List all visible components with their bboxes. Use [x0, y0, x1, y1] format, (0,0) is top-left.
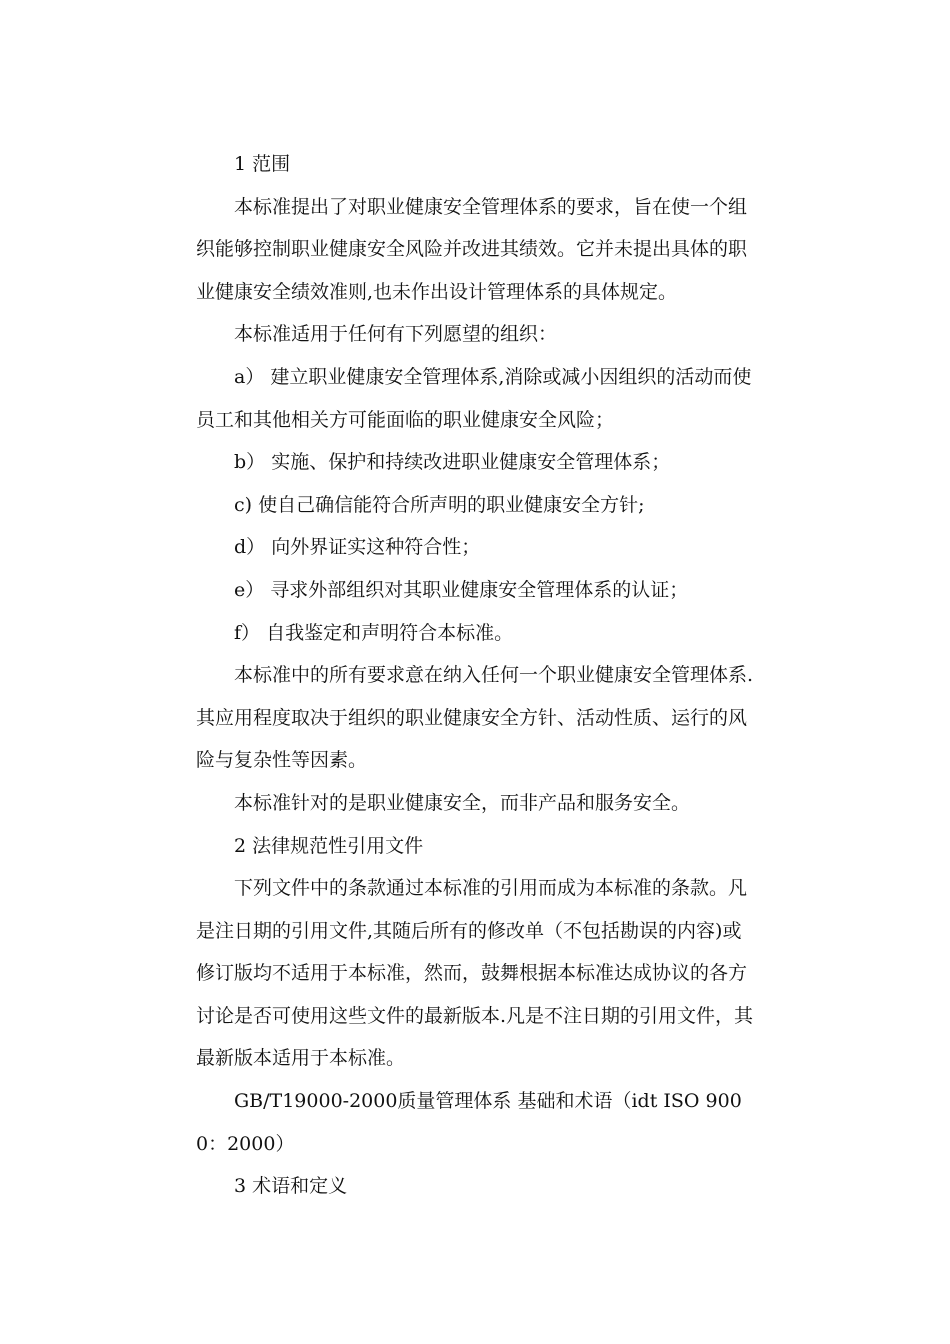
list-item-b: b） 实施、保护和持续改进职业健康安全管理体系；: [234, 451, 671, 474]
list-item-a: a） 建立职业健康安全管理体系,消除或减小因组织的活动而使员工和其他相关方可能面临的职业健康安全风险；: [196, 365, 752, 431]
paragraph-applicability: 本标准适用于任何有下列愿望的组织：: [234, 323, 558, 346]
list-item-e: e） 寻求外部组织对其职业健康安全管理体系的认证；: [234, 578, 689, 601]
section-heading-terms: 3 术语和定义: [234, 1175, 348, 1198]
list-item-f: f） 自我鉴定和声明符合本标准。: [234, 621, 514, 644]
paragraph-safety-focus: 本标准针对的是职业健康安全，而非产品和服务安全。: [234, 791, 691, 814]
section-heading-scope: 1 范围: [234, 153, 291, 175]
paragraph-gb-reference: GB/T19000-2000质量管理体系 基础和术语（idt ISO 9000：2000）: [196, 1090, 742, 1155]
paragraph-requirements: 本标准中的所有要求意在纳入任何一个职业健康安全管理体系.其应用程度取决于组织的职业健康安全方针、活动性质、运行的风险与复杂性等因素。: [196, 664, 754, 772]
list-item-c: c) 使自己确信能符合所声明的职业健康安全方针;: [234, 493, 645, 516]
paragraph-references: 下列文件中的条款通过本标准的引用而成为本标准的条款。凡是注日期的引用文件,其随后所有的修改单（不包括勘误的内容)或修订版均不适用于本标准，然而，鼓舞根据本标准达成协议的各方讨论是否可使用这些文件的最新版本.凡是不注日期的引用文件，其最新版本适用于本标准。: [196, 877, 754, 1070]
section-heading-references: 2 法律规范性引用文件: [234, 834, 424, 857]
paragraph-scope-intro: 本标准提出了对职业健康安全管理体系的要求，旨在使一个组织能够控制职业健康安全风险并改进其绩效。它并未提出具体的职业健康安全绩效准则,也未作出设计管理体系的具体规定。: [196, 195, 748, 303]
list-item-d: d） 向外界证实这种符合性；: [234, 536, 481, 559]
document-page: [196, 143, 756, 1208]
